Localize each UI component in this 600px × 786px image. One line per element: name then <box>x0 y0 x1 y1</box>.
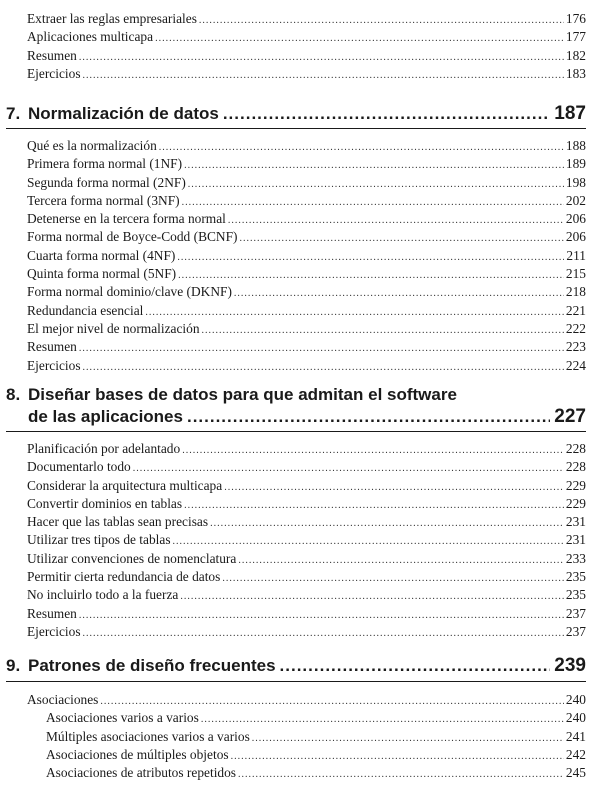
toc-entry[interactable] <box>0 47 600 65</box>
toc-entry[interactable] <box>0 605 600 623</box>
entry-page: 233 <box>565 550 586 566</box>
entry-label: Asociaciones <box>27 692 99 707</box>
leader-dots <box>182 194 564 212</box>
entry-page: 189 <box>565 156 586 172</box>
chapter-page: 239 <box>554 655 586 676</box>
entry-label: Forma normal dominio/clave (DKNF) <box>27 284 232 300</box>
entry-page: 198 <box>565 174 586 190</box>
toc-entry[interactable] <box>0 495 600 513</box>
chapter-7-entries <box>0 137 600 375</box>
top-entries <box>0 10 600 83</box>
entry-page: 237 <box>565 623 586 639</box>
entry-label: Aplicaciones multicapa <box>27 29 154 45</box>
entry-page: 206 <box>565 229 586 245</box>
entry-page: 237 <box>565 605 586 621</box>
entry-label: Segunda forma normal (2NF) <box>27 174 186 190</box>
leader-dots <box>228 212 564 230</box>
entry-page: 235 <box>565 587 586 603</box>
toc-entry[interactable] <box>0 568 600 586</box>
toc-entry[interactable] <box>0 247 600 265</box>
toc-entry[interactable] <box>0 691 600 709</box>
entry-page: 211 <box>566 247 586 263</box>
chapter-number: 8. <box>6 385 21 404</box>
leader-dots <box>79 49 564 67</box>
chapter-page: 227 <box>554 406 586 427</box>
entry-label: Qué es la normalización <box>27 138 157 153</box>
chapter-8-entries <box>0 440 600 641</box>
chapter-rule <box>6 681 586 682</box>
toc-entry[interactable] <box>0 137 600 155</box>
entry-label: Planificación por adelantado <box>27 441 181 456</box>
entry-label: Resumen <box>27 339 77 355</box>
entry-label: Primera forma normal (1NF) <box>27 156 183 172</box>
toc-entry[interactable] <box>0 338 600 356</box>
chapter-9-entries <box>0 691 600 782</box>
toc-entry[interactable] <box>0 531 600 549</box>
entry-page: 218 <box>565 284 586 300</box>
leader-dots <box>238 766 564 784</box>
leader-dots <box>79 607 564 625</box>
entry-label: Resumen <box>27 47 77 63</box>
toc-entry[interactable] <box>0 586 600 604</box>
entry-label: Redundancia esencial <box>27 302 144 318</box>
toc-entry[interactable] <box>0 623 600 641</box>
entry-label: Permitir cierta redundancia de datos <box>27 569 221 585</box>
toc-entry[interactable] <box>0 513 600 531</box>
leader-dots <box>201 711 564 729</box>
chapter-title: Patrones de diseño frecuentes <box>28 656 276 675</box>
entry-page: 241 <box>565 728 586 744</box>
leader-dots <box>222 570 564 588</box>
entry-label: Utilizar tres tipos de tablas <box>27 532 171 548</box>
entry-page: 183 <box>565 65 586 81</box>
leader-dots <box>184 497 564 515</box>
leader-dots <box>280 655 551 677</box>
entry-label: Considerar la arquitectura multicapa <box>27 477 223 493</box>
entry-label: Ejercicios <box>27 623 81 639</box>
leader-dots <box>231 748 564 766</box>
chapter-8-heading[interactable] <box>0 384 600 428</box>
toc-entry[interactable] <box>0 210 600 228</box>
entry-label: Utilizar convenciones de nomenclatura <box>27 550 237 566</box>
toc-subentry[interactable] <box>0 709 600 727</box>
toc-subentry[interactable] <box>0 746 600 764</box>
entry-page: 176 <box>565 11 586 26</box>
toc-subentry[interactable] <box>0 728 600 746</box>
leader-dots <box>83 625 564 643</box>
entry-label: Asociaciones varios a varios <box>46 710 199 726</box>
entry-page: 245 <box>565 765 586 781</box>
leader-dots <box>210 515 564 533</box>
entry-label: Ejercicios <box>27 65 81 81</box>
entry-page: 235 <box>565 569 586 585</box>
entry-label: Detenerse en la tercera forma normal <box>27 211 226 227</box>
toc-entry[interactable] <box>0 65 600 83</box>
entry-label: Quinta forma normal (5NF) <box>27 266 177 282</box>
leader-dots <box>184 157 564 175</box>
leader-dots <box>79 340 564 358</box>
leader-dots <box>159 139 564 157</box>
leader-dots <box>223 103 550 125</box>
toc-entry[interactable] <box>0 458 600 476</box>
entry-label: Extraer las reglas empresariales <box>27 11 197 26</box>
chapter-title: Normalización de datos <box>28 104 219 123</box>
chapter-number: 9. <box>6 656 21 675</box>
entry-page: 215 <box>565 266 586 282</box>
toc-entry[interactable] <box>0 440 600 458</box>
entry-label: Forma normal de Boyce-Codd (BCNF) <box>27 229 238 245</box>
leader-dots <box>188 176 564 194</box>
leader-dots <box>224 479 564 497</box>
toc-entry[interactable] <box>0 357 600 375</box>
entry-page: 228 <box>565 459 586 475</box>
leader-dots <box>178 267 564 285</box>
leader-dots <box>180 588 564 606</box>
entry-page: 177 <box>565 29 586 45</box>
entry-page: 229 <box>565 477 586 493</box>
chapter-number: 7. <box>6 104 21 123</box>
entry-page: 229 <box>565 495 586 511</box>
entry-label: Resumen <box>27 605 77 621</box>
chapter-page: 187 <box>554 103 586 124</box>
leader-dots <box>177 249 564 267</box>
entry-label: El mejor nivel de normalización <box>27 320 200 336</box>
chapter-rule <box>6 431 586 432</box>
leader-dots <box>252 730 564 748</box>
toc-entry[interactable] <box>0 174 600 192</box>
toc-entry[interactable] <box>0 477 600 495</box>
chapter-title-line-2: de las aplicaciones <box>28 407 183 426</box>
leader-dots <box>187 406 550 428</box>
entry-label: Múltiples asociaciones varios a varios <box>46 728 250 744</box>
entry-label: No incluirlo todo a la fuerza <box>27 587 179 603</box>
toc-entry[interactable] <box>0 28 600 46</box>
entry-page: 228 <box>565 441 586 456</box>
leader-dots <box>182 442 564 460</box>
toc-entry[interactable] <box>0 192 600 210</box>
entry-label: Asociaciones de múltiples objetos <box>46 746 229 762</box>
entry-page: 206 <box>565 211 586 227</box>
entry-page: 231 <box>565 514 586 530</box>
leader-dots <box>83 67 564 85</box>
leader-dots <box>199 12 564 30</box>
entry-page: 223 <box>565 339 586 355</box>
chapter-title-line-1: Diseñar bases de datos para que admitan el software <box>28 385 457 404</box>
entry-label: Cuarta forma normal (4NF) <box>27 247 176 263</box>
leader-dots <box>202 322 564 340</box>
entry-page: 242 <box>565 746 586 762</box>
leader-dots <box>155 30 564 48</box>
entry-label: Hacer que las tablas sean precisas <box>27 514 209 530</box>
toc-entry[interactable] <box>0 320 600 338</box>
entry-label: Tercera forma normal (3NF) <box>27 192 180 208</box>
toc-entry[interactable] <box>0 228 600 246</box>
entry-page: 182 <box>565 47 586 63</box>
toc-entry[interactable] <box>0 283 600 301</box>
entry-page: 240 <box>565 692 586 707</box>
entry-page: 188 <box>565 138 586 153</box>
leader-dots <box>238 552 564 570</box>
entry-page: 224 <box>565 357 586 373</box>
toc-entry[interactable] <box>0 302 600 320</box>
entry-page: 222 <box>565 320 586 336</box>
chapter-7-heading[interactable] <box>0 103 600 125</box>
toc-entry[interactable] <box>0 155 600 173</box>
entry-label: Documentarlo todo <box>27 459 131 475</box>
toc-subentry[interactable] <box>0 764 600 782</box>
entry-page: 221 <box>565 302 586 318</box>
leader-dots <box>240 230 564 248</box>
leader-dots <box>83 359 564 377</box>
toc-entry[interactable] <box>0 265 600 283</box>
entry-label: Convertir dominios en tablas <box>27 495 183 511</box>
entry-page: 231 <box>565 532 586 548</box>
entry-page: 240 <box>565 710 586 726</box>
entry-label: Asociaciones de atributos repetidos <box>46 765 237 781</box>
toc-entry[interactable] <box>0 550 600 568</box>
leader-dots <box>234 285 564 303</box>
entry-label: Ejercicios <box>27 357 81 373</box>
toc-entry[interactable] <box>0 10 600 28</box>
entry-page: 202 <box>565 192 586 208</box>
chapter-rule <box>6 128 586 129</box>
leader-dots <box>145 304 564 322</box>
chapter-9-heading[interactable] <box>0 655 600 677</box>
